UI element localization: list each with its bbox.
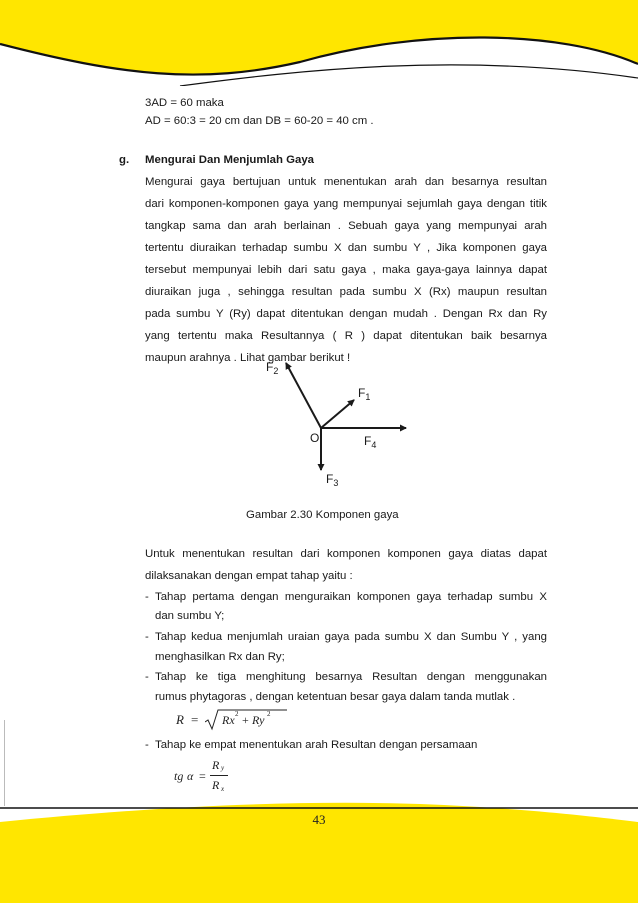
text-line: 3AD = 60 maka: [145, 97, 224, 109]
text-line: AD = 60:3 = 20 cm dan DB = 60-20 = 40 cm .: [145, 115, 374, 127]
formula-term: Ry: [252, 713, 265, 727]
formula-term: 2: [267, 710, 271, 718]
step-line: Tahap ke empat menentukan arah Resultan dengan persamaan: [155, 739, 478, 751]
paragraph-line: Mengurai gaya bertujuan untuk menentukan arah dan besarnya resultan: [145, 176, 547, 188]
formula-term: R: [212, 778, 220, 792]
formula-term: Rx: [222, 713, 235, 727]
force-arrow-f1: [321, 400, 354, 428]
step-line: rumus phytagoras , dengan ketentuan besar gaya dalam tanda mutlak .: [155, 691, 516, 703]
step-dash: -: [145, 591, 149, 603]
formula-term: α: [187, 769, 194, 783]
paragraph-line: pada sumbu Y (Ry) dapat ditentukan dengan mudah . Dengan Rx dan Ry: [145, 308, 547, 320]
step-dash: -: [145, 631, 149, 643]
figure-caption: Gambar 2.30 Komponen gaya: [246, 509, 399, 521]
step-line: menghasilkan Rx dan Ry;: [155, 651, 285, 663]
section-title: Mengurai Dan Menjumlah Gaya: [145, 154, 314, 166]
paragraph-line: yang tertentu maka Resultannya ( R ) dapat ditentukan baik besarnya: [145, 330, 547, 342]
formula-term: y: [221, 764, 225, 772]
step-dash: -: [145, 739, 149, 751]
step-line: Tahap kedua menjumlah uraian gaya pada sumbu X dan Sumbu Y , yang: [155, 631, 547, 643]
formula-term: =: [199, 769, 206, 783]
formula-resultant: [176, 709, 286, 731]
label-f4: $F_4$: [364, 434, 377, 450]
step-line: dan sumbu Y;: [155, 610, 225, 622]
formula-term: +: [242, 713, 249, 727]
paragraph-line: dari komponen-komponen gaya yang mempunyai sejumlah gaya dengan titik: [145, 198, 547, 210]
step-line: Tahap ke tiga menghitung besarnya Resultan dengan menggunakan: [155, 671, 547, 683]
paragraph-line: Untuk menentukan resultan dari komponen komponen gaya diatas dapat: [145, 548, 547, 560]
formula-term: R: [176, 712, 184, 727]
paragraph-line: tangkap sama dan arah berlainan . Sebuah gaya yang mempunyai arah: [145, 220, 547, 232]
section-letter: g.: [119, 154, 130, 166]
force-arrow-f2: [286, 363, 321, 428]
paragraph-line: dilaksanakan dengan empat tahap yaitu :: [145, 570, 353, 582]
step-line: Tahap pertama dengan menguraikan komponen gaya terhadap sumbu X: [155, 591, 547, 603]
paragraph-line: tersebut mempunyai lebih dari satu gaya , maka gaya-gaya lainnya dapat: [145, 264, 547, 276]
formula-term: =: [191, 712, 199, 727]
paragraph-line: tertentu diuraikan terhadap sumbu X dan sumbu Y , Jika komponen gaya: [145, 242, 547, 254]
label-f3: $F_3$: [326, 472, 339, 488]
formula-term: x: [221, 785, 225, 793]
paragraph-line: maupun arahnya . Lihat gambar berikut !: [145, 352, 351, 364]
page-number: 43: [312, 812, 326, 827]
formula-direction: [174, 758, 244, 798]
label-f1: $F_1$: [358, 386, 371, 402]
label-f2: $F_2$: [266, 360, 279, 376]
fraction-bar: [210, 775, 228, 776]
formula-term: tg: [174, 769, 184, 783]
step-dash: -: [145, 671, 149, 683]
force-component-diagram: [230, 350, 410, 500]
formula-term: R: [212, 758, 220, 772]
label-origin: O: [310, 431, 320, 445]
paragraph-line: diuraikan juga , sehingga resultan pada sumbu X (Rx) maupun resultan: [145, 286, 547, 298]
formula-term: 2: [235, 710, 239, 718]
